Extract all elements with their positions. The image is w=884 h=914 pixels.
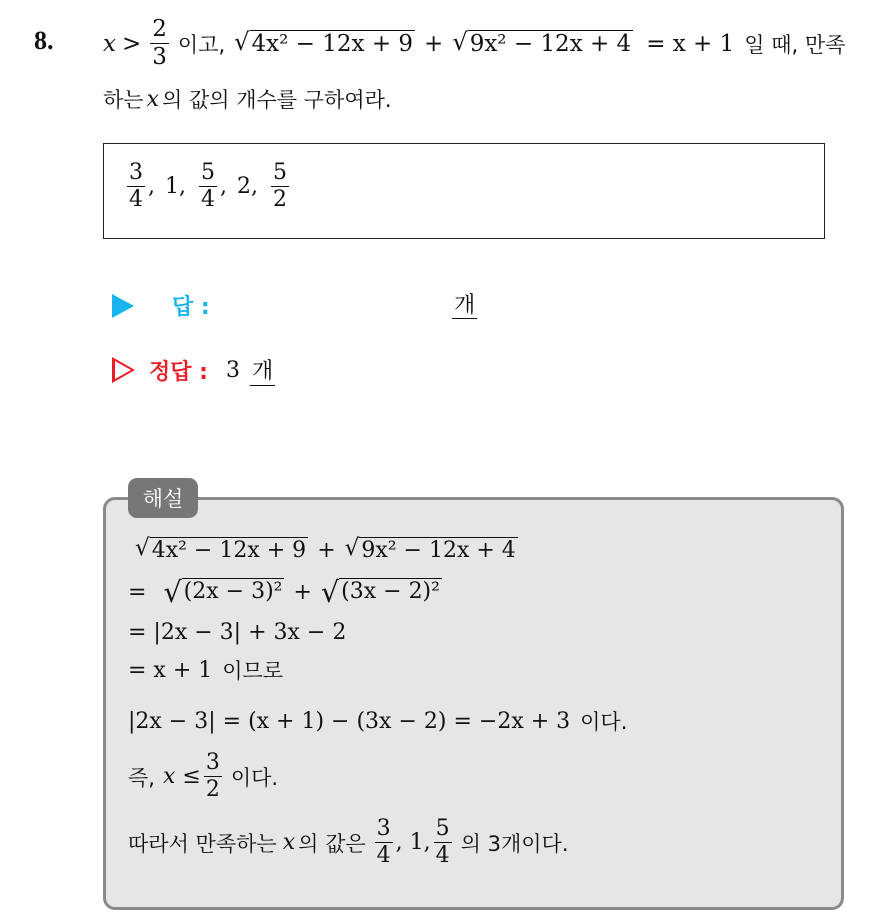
outline-triangle-icon <box>112 357 135 383</box>
choices-box <box>103 143 825 239</box>
exp-line-5 <box>128 706 627 736</box>
sqrt-icon: √ <box>320 575 340 609</box>
plus-sign: + <box>317 537 336 563</box>
exp-line-6 <box>128 752 278 801</box>
fraction <box>375 818 393 867</box>
text: 이다. <box>580 710 628 734</box>
var-x: x <box>146 86 159 112</box>
exp-line-2 <box>128 575 445 609</box>
radical <box>135 537 308 563</box>
answer-row <box>112 290 210 321</box>
line2-prefix: 하는 <box>103 88 144 112</box>
var-x: x <box>282 830 296 855</box>
radicand: (2x − 3)² <box>182 578 285 607</box>
equation: = x + 1 <box>128 657 213 683</box>
radical <box>163 575 284 609</box>
rhs: = x + 1 <box>646 30 735 57</box>
text: 따라서 만족하는 <box>128 831 277 856</box>
separator: , 1, <box>395 830 431 855</box>
exp-line-3 <box>128 620 346 645</box>
exp-line-1 <box>132 537 521 563</box>
correct-unit: 개 <box>250 354 275 386</box>
radicand-1: 4x² − 12x + 9 <box>251 31 414 57</box>
choice-fraction <box>271 162 289 211</box>
sqrt-icon: √ <box>234 28 250 56</box>
text: 의 3개이다. <box>460 831 569 856</box>
sqrt-icon: √ <box>135 535 150 561</box>
plus-sign: + <box>424 30 444 57</box>
denominator: 4 <box>435 843 450 868</box>
choice-fraction <box>199 162 217 211</box>
equals-sign: = <box>128 579 147 605</box>
and-text: 이고, <box>177 32 226 57</box>
numerator: 3 <box>129 160 143 185</box>
numerator: 3 <box>376 816 391 841</box>
when-text: 일 때, 만족 <box>744 32 846 57</box>
radicand-2: 9x² − 12x + 4 <box>469 31 632 57</box>
numerator: 5 <box>273 160 287 185</box>
numerator: 5 <box>201 160 215 185</box>
radicand: 4x² − 12x + 9 <box>151 538 307 563</box>
denominator: 2 <box>205 777 220 802</box>
radicand: 9x² − 12x + 4 <box>361 538 516 563</box>
choice-value: 2, <box>237 174 258 199</box>
correct-label: 정답 : <box>149 359 208 385</box>
problem-line-2 <box>103 84 392 114</box>
answer-unit[interactable]: 개 <box>454 293 476 318</box>
sqrt-icon: √ <box>344 535 360 561</box>
numerator: 5 <box>435 816 450 841</box>
problem-number: 8. <box>34 26 54 55</box>
line2-suffix: 의 값의 개수를 구하여라. <box>162 88 392 112</box>
text: 의 값은 <box>298 831 366 856</box>
sqrt-icon: √ <box>163 575 182 609</box>
filled-triangle-icon <box>112 294 134 318</box>
answer-unit-wrap <box>452 288 477 319</box>
exp-line-4 <box>128 655 283 685</box>
separator: , <box>220 174 227 199</box>
radical-1 <box>234 30 415 57</box>
exp-line-7 <box>128 818 569 867</box>
fraction <box>434 818 452 867</box>
radical <box>345 537 518 563</box>
text: 즉, <box>128 765 155 790</box>
fraction <box>204 752 222 801</box>
gt-sign: > <box>121 30 142 57</box>
separator: , <box>148 174 155 199</box>
answer-label: 답 : <box>172 295 210 320</box>
denominator: 4 <box>201 187 215 212</box>
radicand: (3x − 2)² <box>339 578 442 607</box>
numerator: 3 <box>205 750 220 775</box>
choices-list <box>124 162 292 211</box>
inequality: x ≤ <box>162 764 201 789</box>
correct-answer-row <box>112 354 275 386</box>
plus-sign: + <box>293 579 312 605</box>
denominator: 4 <box>376 843 391 868</box>
radical-2 <box>452 30 633 57</box>
var-x: x <box>103 30 116 57</box>
explanation-tag: 해설 <box>128 478 198 518</box>
condition-denominator: 3 <box>152 44 167 70</box>
condition-numerator: 2 <box>152 16 167 42</box>
choice-fraction <box>127 162 145 211</box>
denominator: 4 <box>129 187 143 212</box>
equation: |2x − 3| = (x + 1) − (3x − 2) = −2x + 3 <box>128 708 571 734</box>
choice-value: 1, <box>165 174 186 199</box>
text: 이다. <box>230 765 279 790</box>
text: 이므로 <box>222 659 284 683</box>
denominator: 2 <box>273 187 287 212</box>
problem-line-1 <box>103 18 845 69</box>
radical <box>320 575 442 609</box>
condition-fraction <box>150 18 169 69</box>
correct-value: 3 <box>225 357 240 383</box>
sqrt-icon: √ <box>452 28 468 56</box>
equation: = |2x − 3| + 3x − 2 <box>128 620 347 645</box>
